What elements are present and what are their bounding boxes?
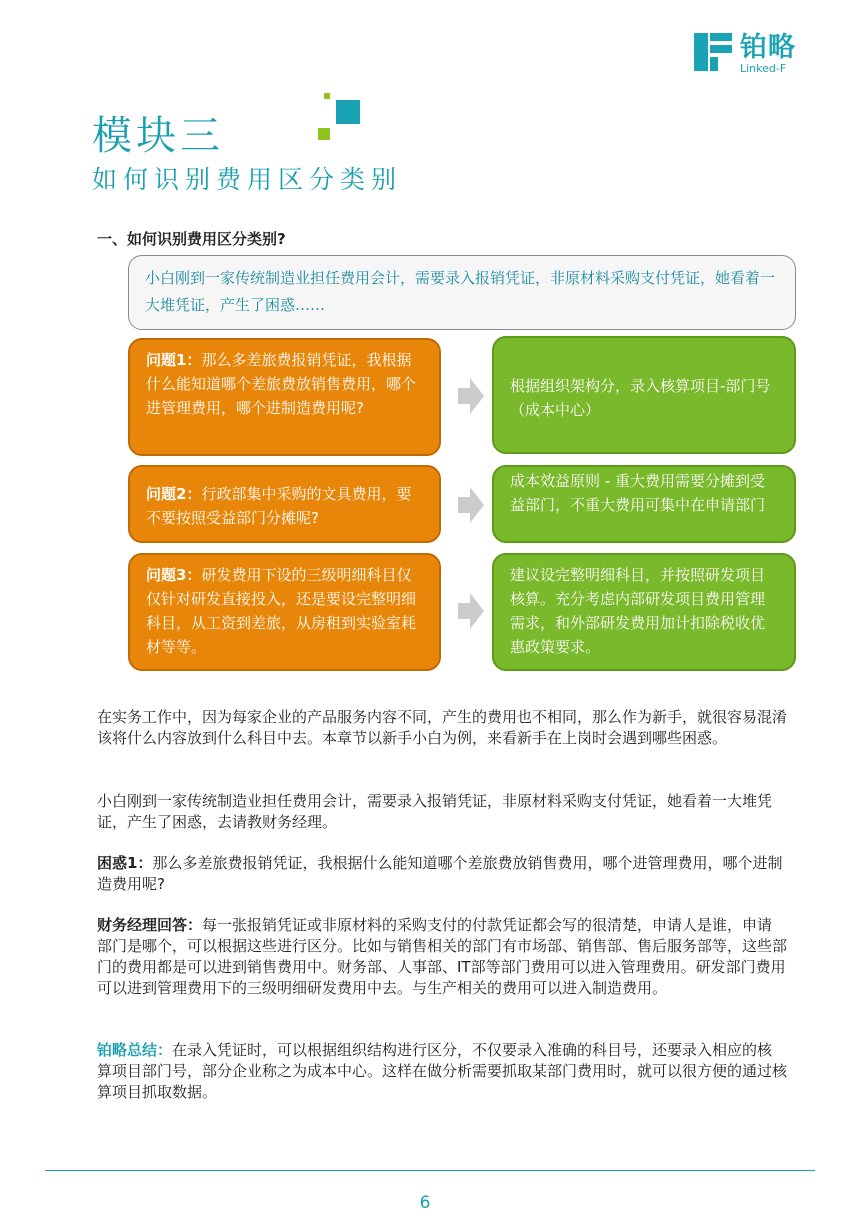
logo-mark-icon (694, 33, 734, 73)
manager-answer-label: 财务经理回答： (97, 916, 203, 934)
arrow-right-icon (458, 593, 484, 629)
module-title: 模块三 (92, 113, 224, 159)
decor-square-icon (318, 128, 330, 140)
body-paragraph (97, 853, 787, 895)
body-paragraph: 在实务工作中，因为每家企业的产品服务内容不同，产生的费用也不相同，那么作为新手，就很容易混淆该将什么内容放到什么科目中去。本章节以新手小白为例，来看新手在上岗时会遇到哪些困惑。 (97, 708, 788, 747)
question-label: 问题2： (146, 485, 202, 503)
brand-logo (694, 33, 796, 75)
logo-cn-text: 铂略 (740, 32, 796, 63)
question-box (128, 553, 441, 671)
question-label: 问题3： (146, 566, 202, 584)
decor-square-icon (336, 100, 360, 124)
decor-square-icon (324, 93, 330, 99)
answer-box: 建议设完整明细科目，并按照研发项目核算。充分考虑内部研发项目费用管理需求，和外部研发费用加计扣除税收优惠政策要求。 (492, 553, 796, 671)
question-text: 行政部集中采购的文具费用，要不要按照受益部门分摊呢? (146, 485, 412, 527)
summary-label: 铂略总结： (97, 1041, 173, 1059)
footer-divider (45, 1170, 815, 1171)
question-box (128, 465, 441, 543)
manager-answer-text: 每一张报销凭证或非原材料的采购支付的付款凭证都会写的很清楚，申请人是谁，申请部门是哪个，可以根据这些进行区分。比如与销售相关的部门有市场部、销售部、售后服务部等，这些部门的费用都是可以进到销售费用中。财务部、人事部、IT部等部门费用可以进入管理费用。研发部门费用可以进到管理费用下的三级明细研发费用中去。与生产相关的费用可以进入制造费用。 (97, 916, 788, 997)
summary-text: 在录入凭证时，可以根据组织结构进行区分，不仅要录入准确的科目号，还要录入相应的核算项目部门号，部分企业称之为成本中心。这样在做分析需要抓取某部门费用时，就可以很方便的通过核算项目抓取数据。 (97, 1041, 788, 1101)
body-paragraph: 小白刚到一家传统制造业担任费用会计，需要录入报销凭证，非原材料采购支付凭证，她看着一大堆凭证，产生了困惑，去请教财务经理。 (97, 792, 773, 831)
section-heading: 一、如何识别费用区分类别? (97, 230, 286, 248)
arrow-right-icon (458, 378, 484, 414)
answer-box: 根据组织架构分，录入核算项目-部门号（成本中心） (492, 336, 796, 454)
confusion-text: 那么多差旅费报销凭证，我根据什么能知道哪个差旅费放销售费用，哪个进管理费用，哪个进制造费用呢? (97, 854, 783, 893)
body-paragraph (97, 915, 787, 999)
intro-box: 小白刚到一家传统制造业担任费用会计，需要录入报销凭证，非原材料采购支付凭证，她看着一大堆凭证，产生了困惑…… (128, 255, 796, 330)
question-text: 那么多差旅费报销凭证，我根据什么能知道哪个差旅费放销售费用，哪个进管理费用，哪个进制造费用呢? (146, 351, 417, 417)
answer-box: 成本效益原则 - 重大费用需要分摊到受益部门，不重大费用可集中在申请部门 (492, 465, 796, 543)
confusion-label: 困惑1： (97, 854, 153, 872)
logo-en-text: Linked-F (740, 62, 787, 75)
body-paragraph (97, 1040, 787, 1103)
module-subtitle: 如何识别费用区分类别 (92, 165, 403, 194)
question-label: 问题1： (146, 351, 202, 369)
arrow-right-icon (458, 487, 484, 523)
question-box (128, 338, 441, 456)
page-number: 6 (419, 1193, 431, 1213)
question-text: 研发费用下设的三级明细科目仅仅针对研发直接投入，还是要设完整明细科目，从工资到差旅，从房租到实验室耗材等等。 (146, 566, 417, 656)
